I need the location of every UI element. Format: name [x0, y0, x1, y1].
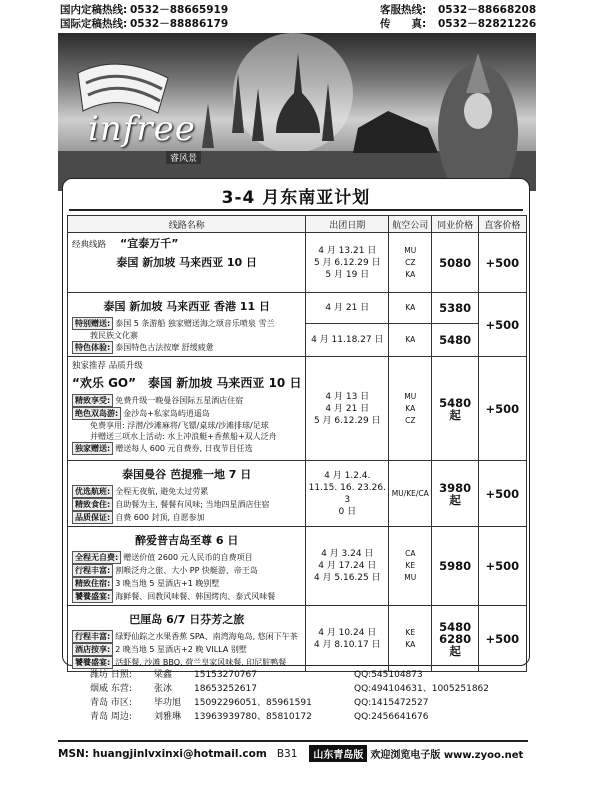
note-text: 活虾餐, 沙滩 BBQ, 荷兰皇家风味餐, 印尼脏鸭餐: [115, 658, 287, 667]
fax-label: 传 真:: [380, 18, 427, 30]
header-route: 线路名称: [68, 216, 306, 233]
note-key: 行程丰富:: [72, 630, 113, 643]
route-note: [72, 498, 301, 511]
date-line: 4 月 5.16.25 日: [313, 573, 381, 583]
note-key: 精致住宿:: [72, 577, 113, 590]
date-line: 11.15. 16. 23.26. 3: [308, 482, 386, 505]
airline-cell: [389, 357, 432, 461]
direct-price: +500: [478, 293, 526, 357]
note-key: 精致食住:: [72, 498, 113, 511]
route-highlight: “宜泰万千”: [120, 237, 179, 250]
airline-cell: [389, 606, 432, 672]
route-note: [72, 442, 301, 455]
date-line: 4 月 1.2.4.: [324, 470, 371, 481]
route-note: [72, 485, 301, 498]
trade-price: 5480: [432, 323, 478, 356]
dates-cell: [306, 461, 389, 527]
trade-price: 5980: [432, 527, 478, 606]
contact-phone: 18653252617: [194, 684, 257, 694]
note-text: 泰国特色古法按摩 舒缓疲惫: [115, 343, 214, 352]
contact-phone: 15153270767: [194, 670, 257, 680]
route-note: [72, 420, 301, 431]
service-hotline-label: 客服热线:: [380, 4, 427, 16]
route-table: [67, 215, 527, 672]
note-text: 莪民族文化寨: [90, 331, 138, 340]
route-name: 醉爱普吉岛至尊 6 日: [135, 534, 239, 547]
dates-cell: 4 月 11.18.27 日: [306, 323, 389, 356]
publication-badge: 山东青岛版: [309, 745, 367, 762]
route-highlight: “欢乐 GO”: [72, 376, 137, 390]
route-name: 巴厘岛 6/7 日芬芳之旅: [129, 613, 245, 626]
header-trade-price: 同业价格: [432, 216, 478, 233]
trade-price: 5380: [432, 293, 478, 324]
note-text: 全程无夜航, 避免太过劳累: [115, 487, 209, 496]
route-cell: [68, 461, 306, 527]
airline-code: MU: [404, 573, 417, 582]
date-line: 5 月 6.12.29 日: [313, 257, 381, 268]
route-name: 泰国曼谷 芭提雅一地 7 日: [122, 468, 252, 481]
airline-code: MU: [404, 245, 417, 255]
date-line: 4 月 3.24 日: [321, 549, 374, 559]
note-key: 全程无自费:: [72, 551, 121, 564]
airline-code: CZ: [405, 257, 416, 267]
route-cell: [68, 357, 306, 461]
route-name-text: 泰国 新加坡 马来西亚 10 日: [148, 376, 302, 390]
header-banner: [58, 33, 536, 191]
date-line: 0 日: [338, 506, 357, 517]
note-key: 饕餮盛宴:: [72, 590, 113, 603]
route-tag: 经典线路: [72, 240, 107, 250]
note-key: 行程丰富:: [72, 564, 113, 577]
airline-cell: KA: [389, 293, 432, 324]
contact-phone: 15092296051、85961591: [194, 698, 312, 708]
msn-contact: MSN: huangjinlvxinxi@hotmail.com: [58, 747, 267, 760]
trade-price: 5080: [432, 233, 478, 293]
dates-cell: [306, 527, 389, 606]
contact-name: 梁鑫: [154, 670, 173, 680]
plan-title: 3-4 月东南亚计划: [221, 188, 371, 208]
table-row: [68, 461, 527, 527]
direct-price: +500: [478, 233, 526, 293]
direct-price: +500: [478, 357, 526, 461]
plan-card: [62, 178, 530, 666]
note-text: 金沙岛+私家岛屿逍遥岛: [123, 409, 210, 418]
airline-code: CZ: [405, 415, 416, 425]
airline-cell: KA: [389, 323, 432, 356]
dates-cell: [306, 606, 389, 672]
airline-cell: [389, 233, 432, 293]
trade-price: 5480 起: [432, 357, 478, 461]
hotline-right: [380, 3, 536, 31]
airline-code: KE: [405, 561, 416, 570]
route-note: [72, 630, 301, 643]
list-item: [90, 682, 524, 696]
domestic-hotline-number: 0532－88665919: [130, 4, 229, 16]
list-item: [90, 710, 524, 724]
note-text: 2 晚当地 5 星酒店+2 晚 VILLA 别墅: [115, 645, 247, 654]
note-text: 免费升级一晚曼谷国际五星酒店住宿: [115, 396, 244, 405]
note-text: 自助餐为主, 餐餐有风味; 当地四星酒店住宿: [115, 500, 270, 509]
note-text: 自费 600 封顶, 自愿参加: [115, 513, 205, 522]
trade-price: [432, 606, 478, 672]
contact-name: 张冰: [154, 684, 173, 694]
direct-price: +500: [478, 527, 526, 606]
airline-code: KA: [405, 639, 416, 649]
date-line: 4 月 21 日: [325, 403, 370, 414]
route-note: [72, 341, 301, 354]
table-row: [68, 293, 527, 324]
dates-cell: [306, 357, 389, 461]
airline-cell: [389, 527, 432, 606]
contact-region: 青岛 市区:: [90, 698, 132, 708]
date-line: 4 月 10.24 日: [318, 627, 377, 638]
note-text: 割喉泛舟之旅、大小 PP 快艇游、帝王岛: [115, 566, 258, 575]
note-text: 并赠送三项水上活动: 水上冲浪艇+香蕉船+双人泛舟: [90, 432, 277, 441]
website-link[interactable]: 欢迎浏览电子版 www.zyoo.net: [370, 750, 524, 761]
note-key: 饕餮盛宴:: [72, 656, 113, 669]
contact-name: 毕功旭: [154, 698, 182, 708]
table-row: [68, 233, 527, 293]
route-cell: [68, 527, 306, 606]
note-text: 海鲜餐、回教风味餐、韩国烤肉、泰式风味餐: [115, 592, 276, 601]
airline-code: KA: [405, 403, 416, 413]
page-number: B31: [276, 747, 298, 760]
contact-region: 烟威 东营:: [90, 684, 132, 694]
page-footer: [58, 740, 528, 762]
trade-price: 3980 起: [432, 461, 478, 527]
note-key: 特色体验:: [72, 341, 113, 354]
route-note: [72, 577, 301, 590]
route-note: [72, 407, 301, 420]
fax-number: 0532－82821226: [438, 18, 537, 30]
note-text: 赠送每人 600 元自费券, 日夜节目任选: [115, 444, 253, 453]
date-line: 5 月 19 日: [325, 269, 370, 280]
header-direct-price: 直客价格: [478, 216, 526, 233]
date-line: 4 月 13 日: [325, 391, 370, 402]
route-note: [72, 330, 301, 341]
date-line: 4 月 8.10.17 日: [313, 639, 381, 650]
route-note: [72, 643, 301, 656]
domestic-hotline-label: 国内定稿热线:: [60, 4, 128, 16]
date-line: 4 月 13.21 日: [318, 245, 377, 256]
note-key: 独家赠送:: [72, 442, 113, 455]
note-text: 泰国 5 条游船 独家赠送海之颂音乐喷泉 雪兰: [115, 319, 275, 328]
route-tag: 独家推荐 品质升级: [72, 361, 143, 371]
airline-code: KA: [405, 269, 416, 279]
note-text: 绿野仙踪之水果香蕉 SPA、南湾海龟岛, 悠闲下午茶: [115, 632, 298, 641]
route-cell: [68, 606, 306, 672]
note-key: 精致享受:: [72, 394, 113, 407]
intl-hotline-number: 0532－88886179: [130, 18, 229, 30]
table-row: [68, 357, 527, 461]
route-note: [72, 394, 301, 407]
note-key: 特别赠送:: [72, 317, 113, 330]
contact-phone: 13963939780、85810172: [194, 712, 312, 722]
contact-region: 潍坊 日照:: [90, 670, 132, 680]
contact-qq: QQ:494104631、1005251862: [354, 684, 489, 694]
date-line: 5 月 6.12.29 日: [313, 415, 381, 426]
contact-qq: QQ:2456641676: [354, 712, 429, 722]
route-note: [72, 590, 301, 603]
list-item: [90, 696, 524, 710]
header-dates: 出团日期: [306, 216, 389, 233]
note-text: 3 晚当地 5 星酒店+1 晚别墅: [115, 579, 220, 588]
route-name: [72, 374, 301, 391]
table-row: [68, 527, 527, 606]
route-name: 泰国 新加坡 马来西亚 香港 11 日: [103, 300, 270, 313]
contact-qq: QQ:545104873: [354, 670, 423, 680]
direct-price: +500: [478, 461, 526, 527]
hotline-left: [60, 3, 228, 31]
route-note: [72, 551, 301, 564]
note-text: 免费享用: 浮潜/沙滩麻将/飞镖/桌球/沙滩排球/足球: [90, 421, 269, 430]
contact-region: 青岛 周边:: [90, 712, 132, 722]
list-item: [90, 668, 524, 682]
date-line: 4 月 17.24 日: [318, 561, 377, 571]
route-note: [72, 317, 301, 330]
route-note: [72, 511, 301, 524]
route-note: [72, 564, 301, 577]
service-hotline-number: 0532－88668208: [438, 4, 537, 16]
route-name: 泰国 新加坡 马来西亚 10 日: [116, 256, 258, 269]
contact-name: 刘雅琳: [154, 712, 182, 722]
note-key: 绝色双岛游:: [72, 407, 121, 420]
airline-cell: MU/KE/CA: [389, 461, 432, 527]
note-key: 品质保证:: [72, 511, 113, 524]
price-line: 5480: [439, 619, 472, 634]
table-row: [68, 606, 527, 672]
header-airline: 航空公司: [389, 216, 432, 233]
dates-cell: 4 月 21 日: [306, 293, 389, 324]
brand-logo: infree: [88, 109, 196, 149]
note-key: 酒店按享:: [72, 643, 113, 656]
title-divider: [69, 209, 523, 211]
intl-hotline-label: 国际定稿热线:: [60, 18, 128, 30]
contact-qq: QQ:1415472527: [354, 698, 429, 708]
table-header-row: [68, 216, 527, 233]
dates-cell: [306, 233, 389, 293]
note-key: 优选航班:: [72, 485, 113, 498]
airline-code: CA: [405, 549, 416, 558]
route-cell: [68, 293, 306, 357]
airline-code: KE: [405, 627, 416, 637]
route-note: [72, 431, 301, 442]
route-cell: [68, 233, 306, 293]
contact-list: [90, 668, 524, 724]
brand-subtitle: 睿风景: [166, 151, 201, 164]
airline-code: MU: [404, 391, 417, 401]
note-text: 赠送价值 2600 元人民币的自费项目: [123, 553, 253, 562]
price-line: 6280 起: [439, 631, 472, 658]
direct-price: +500: [478, 606, 526, 672]
